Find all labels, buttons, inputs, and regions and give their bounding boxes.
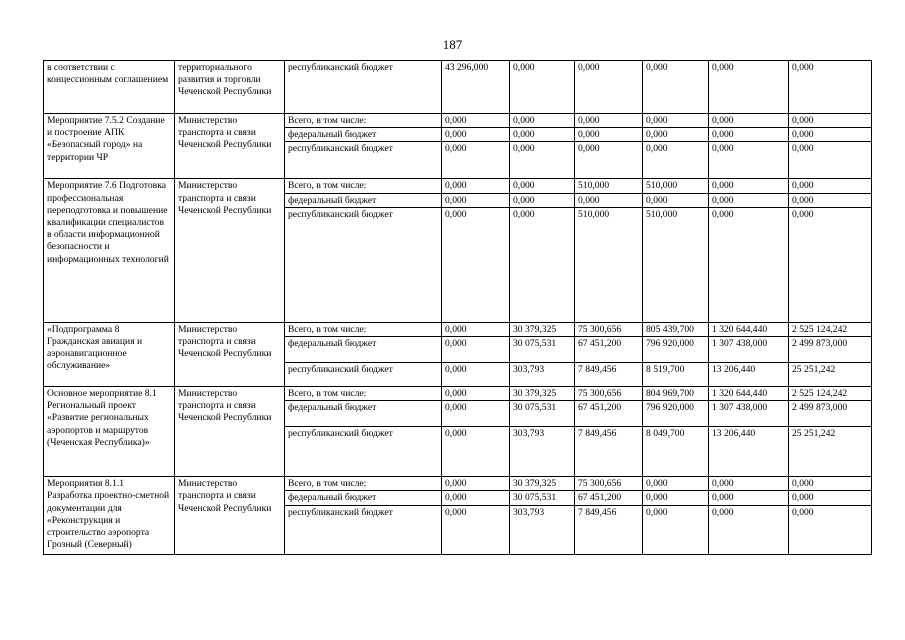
table-row — [44, 477, 872, 491]
value-cell: 0,000 — [709, 491, 789, 505]
executor-cell: Министерство транспорта и связи Чеченской Республики — [175, 114, 285, 179]
value-cell: 67 451,200 — [575, 491, 643, 505]
value-cell: 0,000 — [789, 179, 872, 193]
value-cell: 0,000 — [709, 61, 789, 114]
source-cell: федеральный бюджет — [285, 337, 442, 363]
table-row — [44, 179, 872, 193]
value-cell: 13 206,440 — [709, 363, 789, 387]
source-cell: федеральный бюджет — [285, 193, 442, 207]
value-cell: 0,000 — [709, 477, 789, 491]
value-cell: 0,000 — [442, 337, 510, 363]
source-cell: Всего, в том числе: — [285, 179, 442, 193]
value-cell: 25 251,242 — [789, 363, 872, 387]
budget-table — [43, 60, 872, 555]
value-cell: 0,000 — [789, 61, 872, 114]
value-cell: 8 519,700 — [643, 363, 709, 387]
value-cell: 510,000 — [643, 207, 709, 322]
value-cell: 0,000 — [575, 61, 643, 114]
source-cell: федеральный бюджет — [285, 401, 442, 427]
value-cell: 30 379,325 — [510, 387, 575, 401]
source-cell: республиканский бюджет — [285, 505, 442, 554]
value-cell: 1 320 644,440 — [709, 322, 789, 336]
value-cell: 43 296,000 — [442, 61, 510, 114]
value-cell: 0,000 — [442, 387, 510, 401]
value-cell: 0,000 — [709, 128, 789, 142]
executor-cell: Министерство транспорта и связи Чеченской Республики — [175, 477, 285, 554]
value-cell: 0,000 — [442, 193, 510, 207]
value-cell: 0,000 — [442, 114, 510, 128]
value-cell: 30 379,325 — [510, 322, 575, 336]
value-cell: 30 379,325 — [510, 477, 575, 491]
value-cell: 510,000 — [575, 207, 643, 322]
source-cell: республиканский бюджет — [285, 427, 442, 477]
value-cell: 0,000 — [575, 114, 643, 128]
source-cell: Всего, в том числе: — [285, 322, 442, 336]
value-cell: 25 251,242 — [789, 427, 872, 477]
source-cell: республиканский бюджет — [285, 61, 442, 114]
value-cell: 13 206,440 — [709, 427, 789, 477]
value-cell: 796 920,000 — [643, 401, 709, 427]
value-cell: 0,000 — [510, 142, 575, 179]
value-cell: 0,000 — [510, 128, 575, 142]
value-cell: 0,000 — [789, 477, 872, 491]
value-cell: 0,000 — [575, 193, 643, 207]
executor-cell: Министерство транспорта и связи Чеченской Республики — [175, 322, 285, 386]
executor-cell: Министерство транспорта и связи Чеченской Республики — [175, 387, 285, 477]
value-cell: 0,000 — [709, 179, 789, 193]
table-row — [44, 322, 872, 336]
measure-cell: Мероприятия 8.1.1 Разработка проектно-сметной документации для «Реконструкция и строительство аэропорта Грозный (Северный) — [44, 477, 175, 554]
source-cell: федеральный бюджет — [285, 128, 442, 142]
value-cell: 303,793 — [510, 363, 575, 387]
value-cell: 0,000 — [510, 114, 575, 128]
value-cell: 0,000 — [442, 427, 510, 477]
value-cell: 0,000 — [789, 128, 872, 142]
value-cell: 0,000 — [442, 363, 510, 387]
value-cell: 8 049,700 — [643, 427, 709, 477]
value-cell: 303,793 — [510, 427, 575, 477]
value-cell: 75 300,656 — [575, 387, 643, 401]
value-cell: 0,000 — [709, 193, 789, 207]
value-cell: 67 451,200 — [575, 337, 643, 363]
value-cell: 0,000 — [643, 114, 709, 128]
value-cell: 0,000 — [709, 505, 789, 554]
value-cell: 67 451,200 — [575, 401, 643, 427]
source-cell: республиканский бюджет — [285, 363, 442, 387]
value-cell: 0,000 — [510, 179, 575, 193]
source-cell: республиканский бюджет — [285, 207, 442, 322]
value-cell: 1 320 644,440 — [709, 387, 789, 401]
value-cell: 30 075,531 — [510, 401, 575, 427]
value-cell: 0,000 — [643, 505, 709, 554]
value-cell: 0,000 — [643, 193, 709, 207]
measure-cell: «Подпрограмма 8 Гражданская авиация и аэронавигационное обслуживание» — [44, 322, 175, 386]
value-cell: 0,000 — [789, 207, 872, 322]
table-row — [44, 114, 872, 128]
value-cell: 0,000 — [643, 61, 709, 114]
value-cell: 0,000 — [442, 142, 510, 179]
value-cell: 7 849,456 — [575, 505, 643, 554]
value-cell: 0,000 — [789, 505, 872, 554]
value-cell: 2 499 873,000 — [789, 337, 872, 363]
value-cell: 0,000 — [575, 128, 643, 142]
value-cell: 0,000 — [442, 179, 510, 193]
measure-cell: Мероприятие 7.6 Подготовка профессиональная переподготовка и повышение квалификации специалистов в области информационной безопасности и информационных технологий — [44, 179, 175, 322]
value-cell: 303,793 — [510, 505, 575, 554]
table-row — [44, 387, 872, 401]
value-cell: 796 920,000 — [643, 337, 709, 363]
value-cell: 30 075,531 — [510, 491, 575, 505]
value-cell: 2 525 124,242 — [789, 322, 872, 336]
value-cell: 2 499 873,000 — [789, 401, 872, 427]
value-cell: 7 849,456 — [575, 427, 643, 477]
value-cell: 0,000 — [709, 142, 789, 179]
value-cell: 0,000 — [709, 114, 789, 128]
source-cell: Всего, в том числе: — [285, 114, 442, 128]
value-cell: 804 969,700 — [643, 387, 709, 401]
measure-cell: в соответствии с концессионным соглашением — [44, 61, 175, 114]
measure-cell: Основное мероприятие 8.1 Региональный проект «Развитие региональных аэропортов и маршрутов (Чеченская Республика)» — [44, 387, 175, 477]
value-cell: 1 307 438,000 — [709, 337, 789, 363]
value-cell: 0,000 — [643, 477, 709, 491]
value-cell: 30 075,531 — [510, 337, 575, 363]
source-cell: Всего, в том числе: — [285, 477, 442, 491]
executor-cell: территориального развития и торговли Чеченской Республики — [175, 61, 285, 114]
source-cell: Всего, в том числе: — [285, 387, 442, 401]
source-cell: федеральный бюджет — [285, 491, 442, 505]
value-cell: 0,000 — [789, 142, 872, 179]
value-cell: 0,000 — [442, 505, 510, 554]
table-row — [44, 61, 872, 114]
value-cell: 0,000 — [510, 61, 575, 114]
value-cell: 0,000 — [643, 128, 709, 142]
value-cell: 2 525 124,242 — [789, 387, 872, 401]
value-cell: 0,000 — [442, 477, 510, 491]
page-number: 187 — [442, 37, 463, 52]
source-cell: республиканский бюджет — [285, 142, 442, 179]
value-cell: 0,000 — [575, 142, 643, 179]
value-cell: 0,000 — [510, 207, 575, 322]
value-cell: 0,000 — [789, 193, 872, 207]
value-cell: 0,000 — [442, 207, 510, 322]
value-cell: 0,000 — [643, 491, 709, 505]
measure-cell: Мероприятие 7.5.2 Создание и построение АПК «Безопасный город» на территории ЧР — [44, 114, 175, 179]
value-cell: 0,000 — [442, 128, 510, 142]
executor-cell: Министерство транспорта и связи Чеченской Республики — [175, 179, 285, 322]
value-cell: 0,000 — [442, 491, 510, 505]
value-cell: 75 300,656 — [575, 322, 643, 336]
value-cell: 0,000 — [442, 322, 510, 336]
value-cell: 0,000 — [789, 114, 872, 128]
value-cell: 510,000 — [575, 179, 643, 193]
value-cell: 0,000 — [510, 193, 575, 207]
value-cell: 75 300,656 — [575, 477, 643, 491]
value-cell: 7 849,456 — [575, 363, 643, 387]
value-cell: 0,000 — [709, 207, 789, 322]
value-cell: 1 307 438,000 — [709, 401, 789, 427]
value-cell: 0,000 — [789, 491, 872, 505]
value-cell: 0,000 — [442, 401, 510, 427]
value-cell: 510,000 — [643, 179, 709, 193]
value-cell: 0,000 — [643, 142, 709, 179]
value-cell: 805 439,700 — [643, 322, 709, 336]
